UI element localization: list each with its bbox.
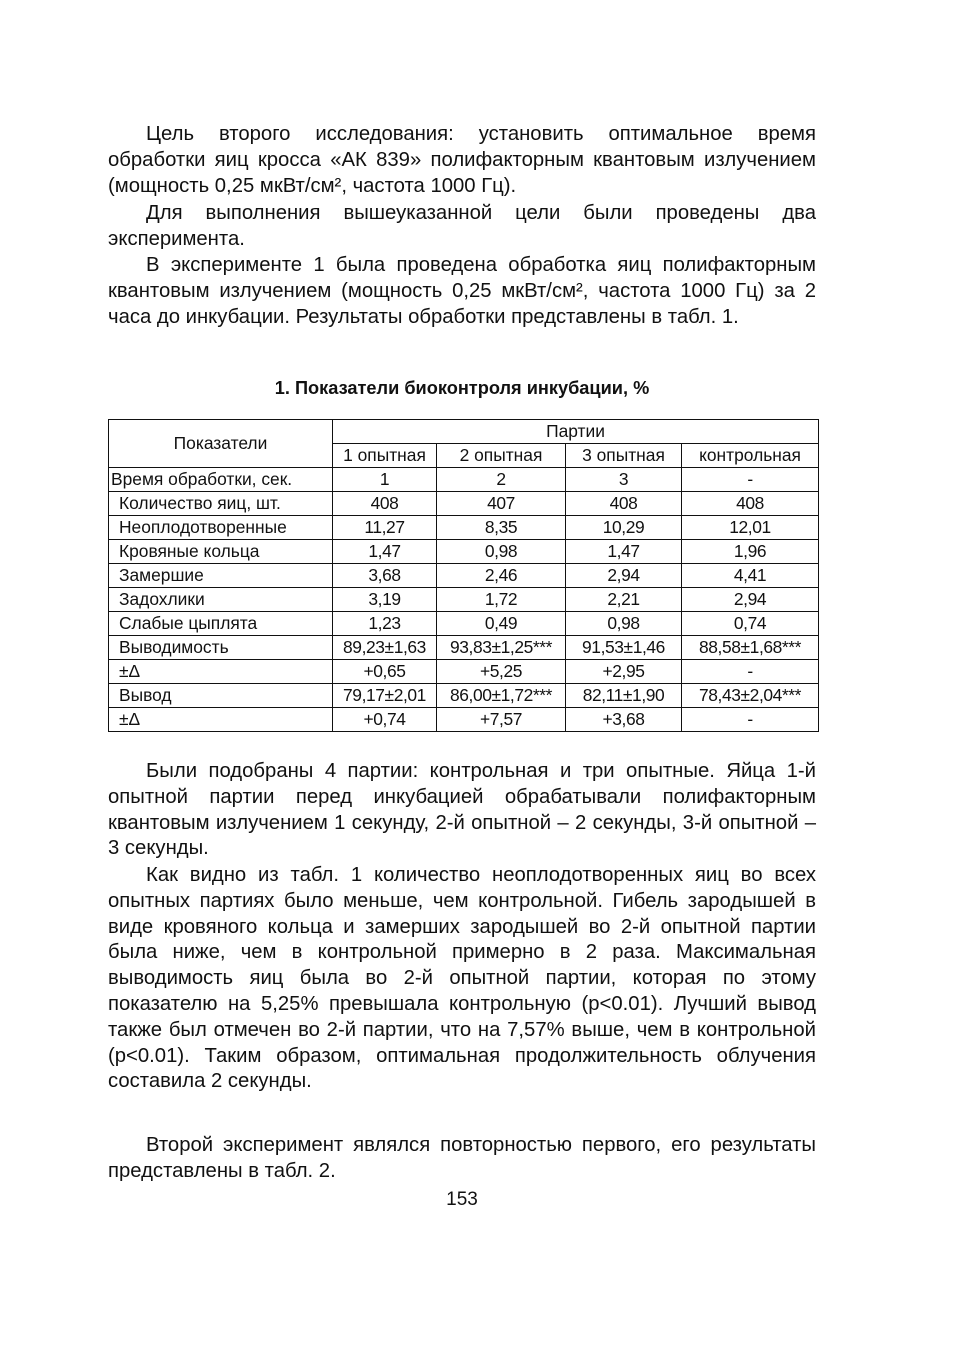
table-cell: 4,41 xyxy=(682,564,819,588)
table-cell: 408 xyxy=(333,492,437,516)
row-label: Замершие xyxy=(109,564,333,588)
table-row xyxy=(109,516,819,540)
table-cell: 8,35 xyxy=(437,516,566,540)
table-cell: 1,23 xyxy=(333,612,437,636)
table-cell: 93,83±1,25*** xyxy=(437,636,566,660)
page-number: 153 xyxy=(446,1189,478,1210)
table-cell: 408 xyxy=(682,492,819,516)
row-label: ±Δ xyxy=(109,708,333,732)
table-row xyxy=(109,636,819,660)
table-cell: 408 xyxy=(566,492,682,516)
table-row xyxy=(109,564,819,588)
table-caption: 1. Показатели биоконтроля инкубации, % xyxy=(274,378,650,398)
body-paragraph-analysis: Как видно из табл. 1 количество неоплодотворенных яиц во всех опытных партиях было меньше, чем контрольной. Гибель зародышей в виде кровяного кольца и замерших зародышей во 2-й опытной партии была ниже, чем в контрольной примерно в 2 раза. Максимальная выводимость яиц была во 2-й опытной партии, которая по этому показателю на 5,25% превышала контрольную (p<0.01). Лучший вывод также был отмечен во 2-й партии, что на 7,57% выше, чем в контрольной (p<0.01). Таким образом, оптимальная продолжительность облучения составила 2 секунды. xyxy=(108,864,816,1093)
table-cell: 1,47 xyxy=(566,540,682,564)
row-label: Время обработки, сек. xyxy=(109,468,333,492)
table-cell: 3 xyxy=(566,468,682,492)
table-cell: 3,19 xyxy=(333,588,437,612)
table-cell: - xyxy=(682,660,819,684)
table-cell: 0,98 xyxy=(437,540,566,564)
table-row xyxy=(109,684,819,708)
table-cell: 1 xyxy=(333,468,437,492)
column-header: контрольная xyxy=(682,444,819,468)
table-cell: 0,49 xyxy=(437,612,566,636)
table-cell: 3,68 xyxy=(333,564,437,588)
body-paragraph-second-experiment: Второй эксперимент являлся повторностью первого, его результаты представлены в табл. 2. xyxy=(108,1134,816,1182)
column-header: 2 опытная xyxy=(437,444,566,468)
table-cell: 1,47 xyxy=(333,540,437,564)
row-label: Количество яиц, шт. xyxy=(109,492,333,516)
header-batches: Партии xyxy=(333,420,819,444)
intro-paragraph-goal: Цель второго исследования: установить оптимальное время обработки яиц кросса «АК 839» полифакторным квантовым излучением (мощность 0,25 мкВт/см², частота 1000 Гц). xyxy=(108,123,816,197)
table-cell: 2 xyxy=(437,468,566,492)
table-cell: - xyxy=(682,708,819,732)
table-cell: 88,58±1,68*** xyxy=(682,636,819,660)
row-label: ±Δ xyxy=(109,660,333,684)
table-cell: +0,65 xyxy=(333,660,437,684)
intro-paragraph-experiments: Для выполнения вышеуказанной цели были проведены два эксперимента. xyxy=(108,202,816,250)
table-cell: 82,11±1,90 xyxy=(566,684,682,708)
table-cell: +0,74 xyxy=(333,708,437,732)
table-cell: 407 xyxy=(437,492,566,516)
table-row xyxy=(109,588,819,612)
table-cell: 11,27 xyxy=(333,516,437,540)
row-label: Неоплодотворенные xyxy=(109,516,333,540)
table-cell: +5,25 xyxy=(437,660,566,684)
table-cell: 10,29 xyxy=(566,516,682,540)
table-cell: 0,98 xyxy=(566,612,682,636)
biocontrol-table xyxy=(108,419,819,732)
column-header: 1 опытная xyxy=(333,444,437,468)
table-cell: 78,43±2,04*** xyxy=(682,684,819,708)
column-header: 3 опытная xyxy=(566,444,682,468)
row-label: Задохлики xyxy=(109,588,333,612)
row-label: Вывод xyxy=(109,684,333,708)
table-cell: +2,95 xyxy=(566,660,682,684)
table-body xyxy=(109,468,819,732)
row-label: Выводимость xyxy=(109,636,333,660)
table-cell: 2,94 xyxy=(566,564,682,588)
table-cell: 86,00±1,72*** xyxy=(437,684,566,708)
table-cell: 2,46 xyxy=(437,564,566,588)
table-header-row xyxy=(109,420,819,444)
table-row xyxy=(109,468,819,492)
table-cell: 91,53±1,46 xyxy=(566,636,682,660)
body-paragraph-batches: Были подобраны 4 партии: контрольная и три опытные. Яйца 1-й опытной партии перед инкубацией обрабатывали полифакторным квантовым излучением 1 секунду, 2-й опытной – 2 секунды, 3-й опытной – 3 секунды. xyxy=(108,760,816,860)
table-cell: 2,21 xyxy=(566,588,682,612)
header-indicators: Показатели xyxy=(109,420,333,468)
table-cell: +7,57 xyxy=(437,708,566,732)
table-cell: 0,74 xyxy=(682,612,819,636)
table-cell: 79,17±2,01 xyxy=(333,684,437,708)
row-label: Кровяные кольца xyxy=(109,540,333,564)
table-cell: 89,23±1,63 xyxy=(333,636,437,660)
table-row xyxy=(109,492,819,516)
table-cell: - xyxy=(682,468,819,492)
table-row xyxy=(109,660,819,684)
table-cell: +3,68 xyxy=(566,708,682,732)
table-cell: 12,01 xyxy=(682,516,819,540)
table-row xyxy=(109,612,819,636)
row-label: Слабые цыплята xyxy=(109,612,333,636)
table-row xyxy=(109,540,819,564)
table-cell: 2,94 xyxy=(682,588,819,612)
table-cell: 1,72 xyxy=(437,588,566,612)
table-cell: 1,96 xyxy=(682,540,819,564)
intro-paragraph-experiment-1: В эксперименте 1 была проведена обработка яиц полифакторным квантовым излучением (мощность 0,25 мкВт/см², частота 1000 Гц) за 2 часа до инкубации. Результаты обработки представлены в табл. 1. xyxy=(108,254,816,328)
table-row xyxy=(109,708,819,732)
